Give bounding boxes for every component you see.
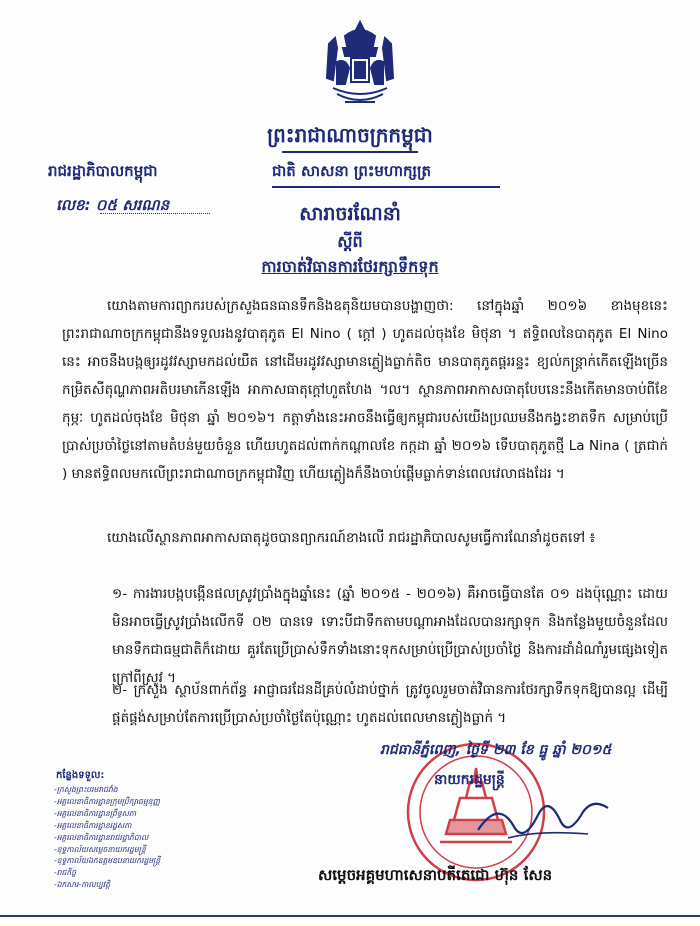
list-item: -អគ្គលេខាធិការដ្ឋានរដ្ឋសភា: [54, 820, 132, 830]
instruction-item: ២- ក្រសួង ស្ថាប័នពាក់ព័ន្ធ អាជ្ញាធរដែនដីគ្រប់លំដាប់ថ្នាក់ ត្រូវចូលរួមចាត់វិធានការថែរក្សាទឹកទុកឱ្យបានល្អ ដើម្បីផ្គត់ផ្គង់សម្រាប់តែការប្រើប្រាស់ប្រចាំថ្ងៃតែប៉ុណ្ណោះ ហូតដល់ពេលមានភ្លៀងធ្លាក់ ។: [112, 682, 668, 726]
document-number: លេខ: ០៥ សរណន: [56, 196, 170, 214]
list-item: -រាជកិច្ច: [54, 868, 77, 878]
national-motto: ជាតិ សាសនា ព្រះមហាក្សត្រ: [272, 162, 431, 180]
list-item: -ខុទ្ទកាល័យឯកឧត្តមឧបនាយករដ្ឋមន្ត្រី: [54, 856, 161, 866]
motto-underline: [272, 186, 500, 188]
list-item: -ឯកសារ-កាលប្បវត្តិ: [54, 880, 110, 890]
kingdom-title: ព្រះរាជាណាចក្រកម្ពុជា: [267, 123, 433, 147]
title-underline: [282, 151, 418, 153]
royal-emblem-icon: [315, 18, 405, 113]
signatory-title: នាយករដ្ឋមន្ត្រី: [434, 772, 505, 788]
instruction-item: ១- ការងារបង្កបង្កើនផលស្រូវប្រាំងក្នុងឆ្នាំនេះ (ឆ្នាំ ២០១៥ - ២០១៦) គឺអាចធ្វើបានតែ ០១ ដងប៉ុណ្ណោះ ដោយមិនអាចធ្វើស្រូវប្រាំងលើកទី ០២ បានទេ ទោះបីជាទឹកតាមបណ្តាអាងដែលបានរក្សាទុក និងកន្លែងមួយចំនួនដែលមានទឹកជាធម្មជាតិក៏ដោយ គួរតែប្រើប្រាស់ទឹកទាំងនោះទុកសម្រាប់ប្រើប្រាស់ប្រចាំថ្ងៃ និងការដាំដំណាំរួមផ្សេងទៀតក្រៅពីស្រូវ ។: [112, 586, 668, 686]
body-paragraph: យោងលើស្ថានភាពអាកាសធាតុដូចបានព្យាករណ៍ខាងលើ រាជរដ្ឋាភិបាលសូមធ្វើការណែនាំដូចតទៅ ៖: [107, 530, 596, 546]
about-label: ស្តីពី: [337, 232, 363, 251]
list-item: -អគ្គលេខាធិការដ្ឋានក្រុមប្រឹក្សាធម្មនុញ្ញ: [54, 796, 160, 806]
cc-heading: កន្លែងទទួល:: [56, 770, 105, 781]
government-name: រាជរដ្ឋាភិបាលកម្ពុជា: [48, 162, 158, 180]
document-subject: ការចាត់វិធានការថែរក្សាទឹកទុក: [261, 257, 439, 276]
list-item: -អគ្គលេខាធិការដ្ឋានរាជរដ្ឋាភិបាល: [54, 832, 149, 842]
list-item: -ក្រសួងព្រះបរមរាជវាំង: [54, 785, 118, 794]
cc-list: [54, 784, 160, 891]
list-item: -ខុទ្ទកាល័យសម្តេចនាយករដ្ឋមន្ត្រី: [54, 844, 146, 854]
signatory-name: សម្តេចអគ្គមហាសេនាបតីតេជោ ហ៊ុន សែន: [318, 866, 553, 884]
body-paragraph: យោងតាមការព្យាករបស់ក្រសួងធនធានទឹកនិងឧតុនិយមបានបង្ហាញថា: នៅក្នុងឆ្នាំ ២០១៦ ខាងមុខនេះព្រះរាជាណាចក្រកម្ពុជានឹងទទួលរងនូវបាតុភូត El Nino ( ក្តៅ ) ហូតដល់ចុងខែ មិថុនា ។ ឥទ្ធិពលនៃបាតុភូត El Nino នេះ អាចនឹងបង្កឲ្យរដូវវស្សាមកដល់យឺត នៅដើមរដូវវស្សាមានភ្លៀងធ្លាក់តិច មានបាតុភូតផ្គររន្ទះ ខ្យល់កន្ត្រាក់កើតឡើងច្រើន កម្រិតសីតុណ្ហភាពអតិបរមាកើនឡើង អាកាសធាតុក្តៅហួតហែង ។ល។ ស្ថានភាពអាកាសធាតុបែបនេះនឹងកើតមានចាប់ពីខែ កុម្ភៈ ហូតដល់ចុងខែ មិថុនា ឆ្នាំ ២០១៦។ កត្តាទាំងនេះអាចនឹងធ្វើឲ្យកម្ពុជារបស់យើងប្រឈមនឹងកង្វះខាតទឹក សម្រាប់ប្រើប្រាស់ប្រចាំថ្ងៃនៅតាមតំបន់មួយចំនួន ហើយហូតដល់ពាក់កណ្តាលខែ កក្កដា ឆ្នាំ ២០១៦ ទើបបាតុភូតថ្មី La Nina ( ត្រជាក់ ) មានឥទ្ធិពលមកលើព្រះរាជាណាចក្រកម្ពុជាវិញ ហើយភ្លៀងក៏នឹងចាប់ផ្តើមធ្លាក់ទាន់ពេលវេលាផងដែរ ។: [62, 298, 668, 482]
list-item: -អគ្គលេខាធិការដ្ឋានព្រឹទ្ធសភា: [54, 808, 137, 818]
document-type-title: សារាចរណែនាំ: [299, 203, 401, 225]
date-line: រាជធានីភ្នំពេញ, ថ្ងៃទី ២៣ ខែ ធ្នូ ឆ្នាំ ២០១៥: [380, 742, 612, 758]
bottom-border: [0, 915, 700, 917]
signature-icon: [468, 790, 618, 850]
